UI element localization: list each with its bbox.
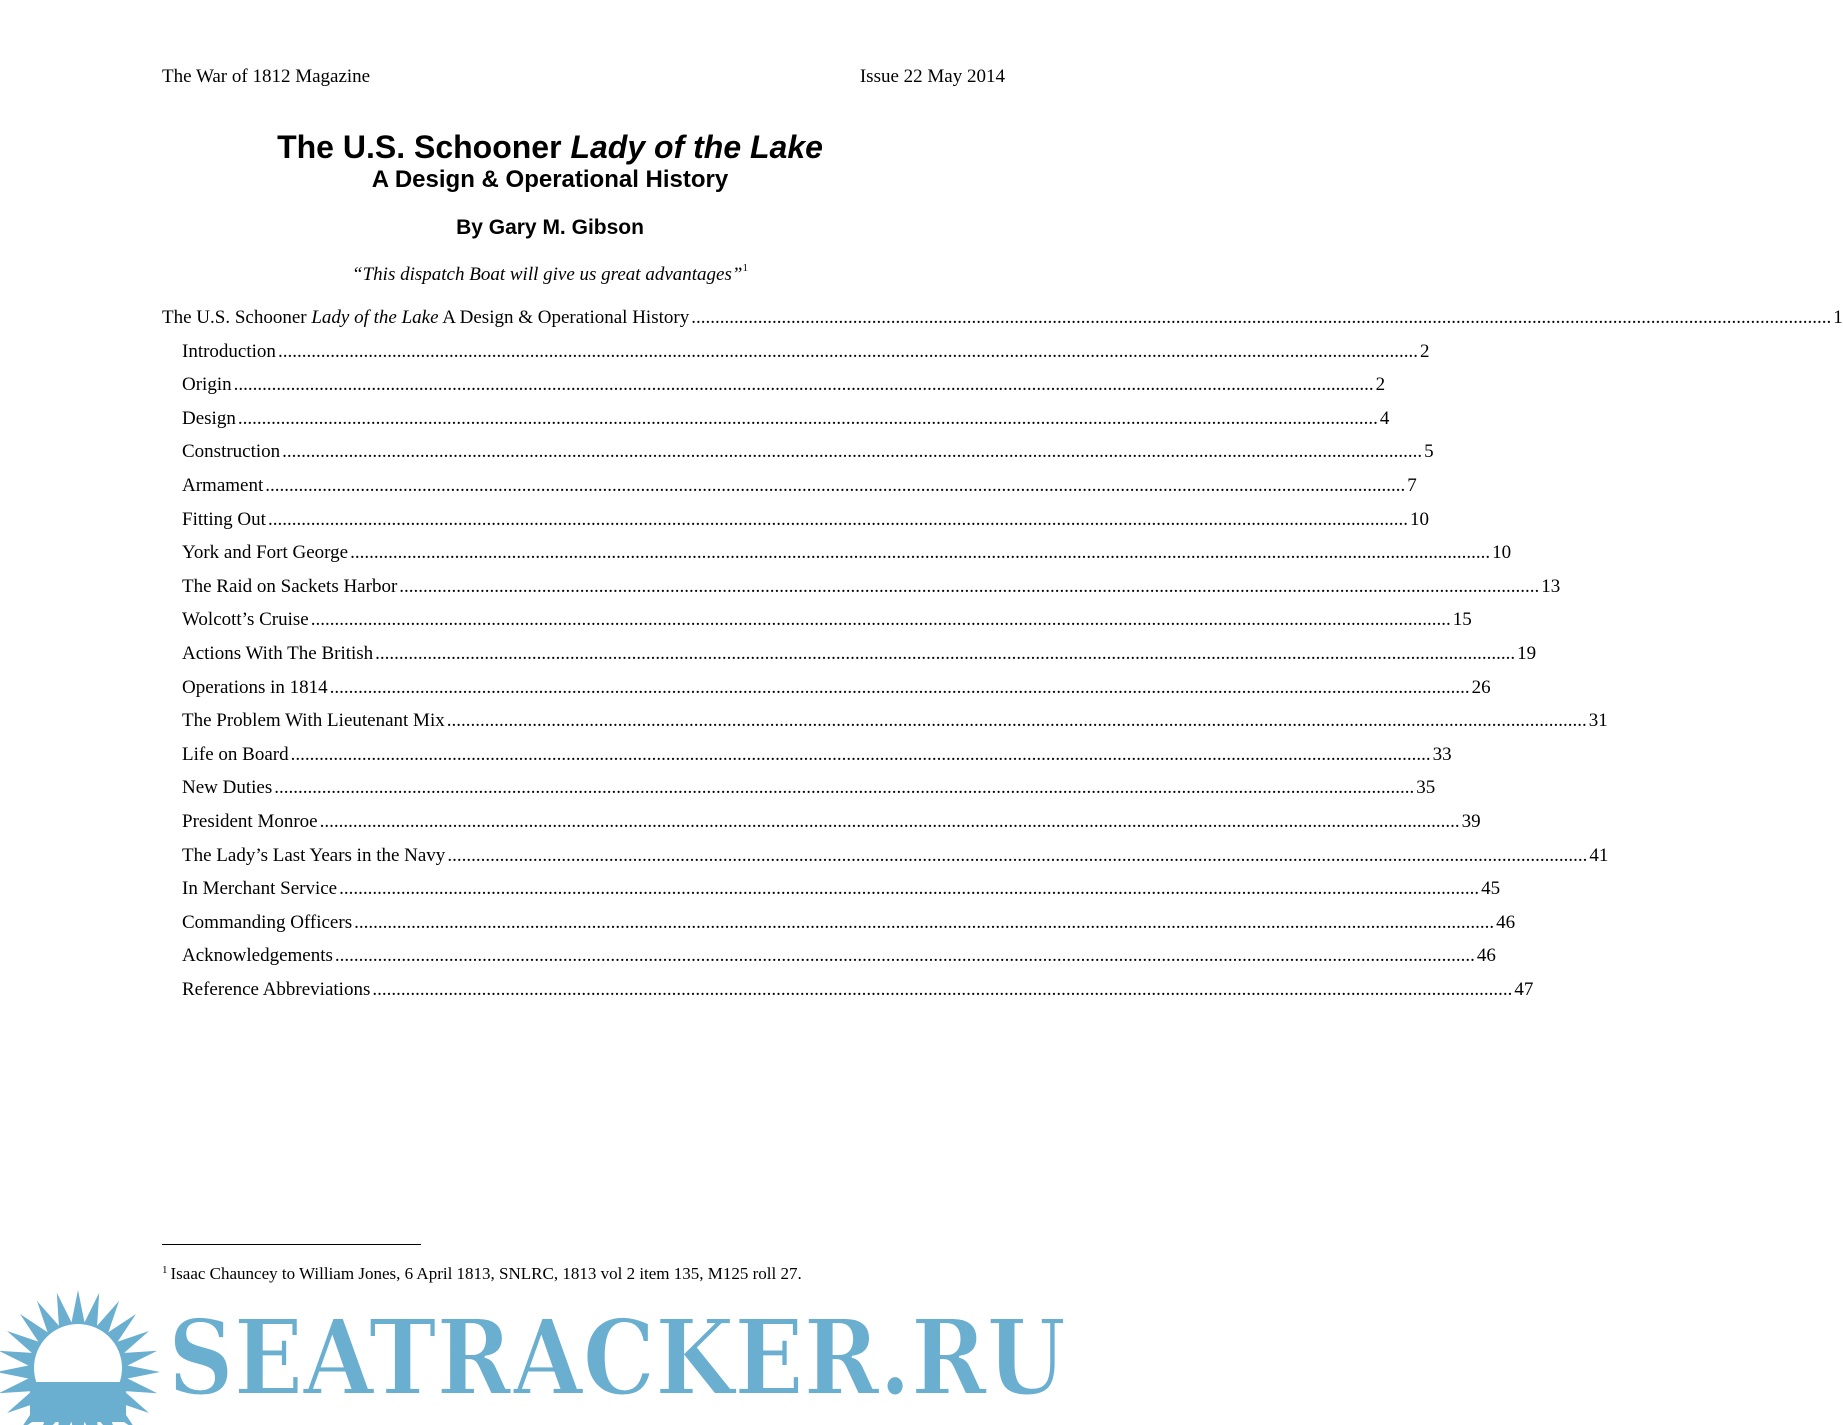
toc-entry[interactable] [162,407,1390,442]
toc-page-number: 46 [1476,945,1496,967]
toc-entry-label: York and Fort George [182,542,349,564]
toc-entry-label: Operations in 1814 [182,676,328,698]
toc-leader-dots [265,475,1405,497]
epigraph-quote [0,264,1100,286]
toc-entry[interactable] [162,508,1429,543]
toc-entry[interactable] [162,441,1434,475]
toc-entry-label: Actions With The British [182,642,374,664]
toc-leader-dots [372,979,1512,1001]
watermark-logo [0,1262,1080,1425]
toc-entry[interactable] [162,676,1491,711]
toc-page-number: 46 [1496,911,1516,933]
toc-entry[interactable] [162,878,1501,912]
toc-leader-dots [274,777,1414,799]
toc-leader-dots [691,307,1831,329]
toc-leader-dots [447,845,1587,867]
toc-main-prefix: The U.S. Schooner [162,307,312,328]
footnote-mark: 1 [162,1264,168,1276]
sun-icon [0,1290,160,1425]
toc-entry[interactable] [162,710,1608,744]
toc-entry-label: Commanding Officers [182,911,353,933]
toc-page-number: 41 [1589,844,1609,866]
toc-leader-dots [320,811,1460,833]
toc-main-label [162,307,689,329]
toc-page-number: 10 [1409,508,1429,530]
toc-entry-label: Acknowledgements [182,945,333,967]
toc-entry[interactable] [162,777,1436,811]
toc-leader-dots [339,878,1479,900]
toc-entry-label: In Merchant Service [182,878,338,900]
toc-entry[interactable] [162,945,1496,979]
toc-entry[interactable] [162,374,1386,408]
toc-entry-label: President Monroe [182,810,318,832]
toc-page-number: 10 [1492,542,1512,564]
toc-entry[interactable] [162,474,1417,509]
toc-leader-dots [350,542,1490,564]
toc-main-italic: Lady of the Lake [311,307,439,328]
toc-entry-label: The Lady’s Last Years in the Navy [182,844,446,866]
title-ship-name: Lady of the Lake [570,129,823,165]
article-subtitle: A Design & Operational History [371,166,729,193]
title-prefix: The U.S. Schooner [277,129,571,165]
toc-entry-label: Fitting Out [182,508,266,530]
toc-page-number: 1 [1833,307,1843,328]
table-of-contents [162,307,1843,1012]
toc-entry[interactable] [162,743,1452,778]
toc-entry-label: Wolcott’s Cruise [182,609,309,631]
toc-page-number: 33 [1432,743,1452,765]
toc-entry-label: Origin [182,374,232,396]
toc-entry[interactable] [162,542,1512,576]
toc-main-suffix: A Design & Operational History [438,307,690,328]
toc-leader-dots [375,643,1515,665]
quote-footnote-mark[interactable]: 1 [742,262,748,274]
toc-page-number: 7 [1407,474,1417,496]
toc-entry-label: New Duties [182,777,273,799]
footnote-divider [162,1244,421,1245]
toc-entry-label: Armament [182,474,264,496]
toc-main-entry[interactable] [162,307,1843,341]
toc-page-number: 35 [1416,777,1436,799]
toc-entry-label: Life on Board [182,743,289,765]
toc-page-number: 26 [1471,676,1491,698]
toc-leader-dots [447,710,1587,732]
toc-entry-label: The Raid on Sackets Harbor [182,575,398,597]
article-title-block [0,128,1100,194]
toc-page-number: 31 [1588,710,1608,732]
toc-leader-dots [330,677,1470,699]
toc-page-number: 47 [1514,978,1534,1000]
footnote-text: Isaac Chauncey to William Jones, 6 April 1813, SNLRC, 1813 vol 2 item 135, M125 roll 27. [170,1264,802,1283]
toc-page-number: 5 [1424,441,1434,463]
toc-page-number: 13 [1541,575,1561,597]
toc-entry[interactable] [162,340,1430,375]
magazine-name: The War of 1812 Magazine [162,66,371,87]
toc-entry[interactable] [162,575,1561,610]
toc-leader-dots [282,441,1422,463]
toc-page-number: 2 [1375,374,1386,396]
toc-leader-dots [278,341,1418,363]
author-byline: By Gary M. Gibson [456,216,644,239]
toc-entry-label: Reference Abbreviations [182,978,371,1000]
toc-entry-label: Construction [182,441,281,463]
toc-entry[interactable] [162,911,1516,946]
quote-text: “This dispatch Boat will give us great advantages” [352,264,743,285]
toc-page-number: 15 [1452,609,1472,631]
toc-entry-label: Introduction [182,340,276,362]
toc-page-number: 39 [1461,810,1481,832]
toc-leader-dots [268,509,1408,531]
toc-page-number: 45 [1481,878,1501,900]
toc-entries [162,340,1609,1013]
toc-leader-dots [234,374,1374,396]
watermark-text: SEATRACKER.RU [168,1296,1066,1419]
toc-entry[interactable] [162,844,1609,879]
toc-page-number: 19 [1517,642,1537,664]
toc-entry[interactable] [162,609,1472,643]
toc-page-number: 4 [1379,407,1390,429]
toc-leader-dots [335,945,1475,967]
toc-leader-dots [238,408,1378,430]
toc-entry[interactable] [162,810,1481,845]
toc-leader-dots [291,744,1431,766]
toc-entry-label: Design [182,407,236,429]
toc-page-number: 2 [1419,340,1430,362]
toc-entry[interactable] [162,978,1534,1013]
toc-entry[interactable] [162,642,1537,677]
toc-leader-dots [311,609,1451,631]
toc-leader-dots [399,576,1539,598]
issue-date: Issue 22 May 2014 [859,66,1005,87]
toc-leader-dots [354,912,1494,934]
article-title [0,128,1100,166]
toc-entry-label: The Problem With Lieutenant Mix [182,710,445,732]
